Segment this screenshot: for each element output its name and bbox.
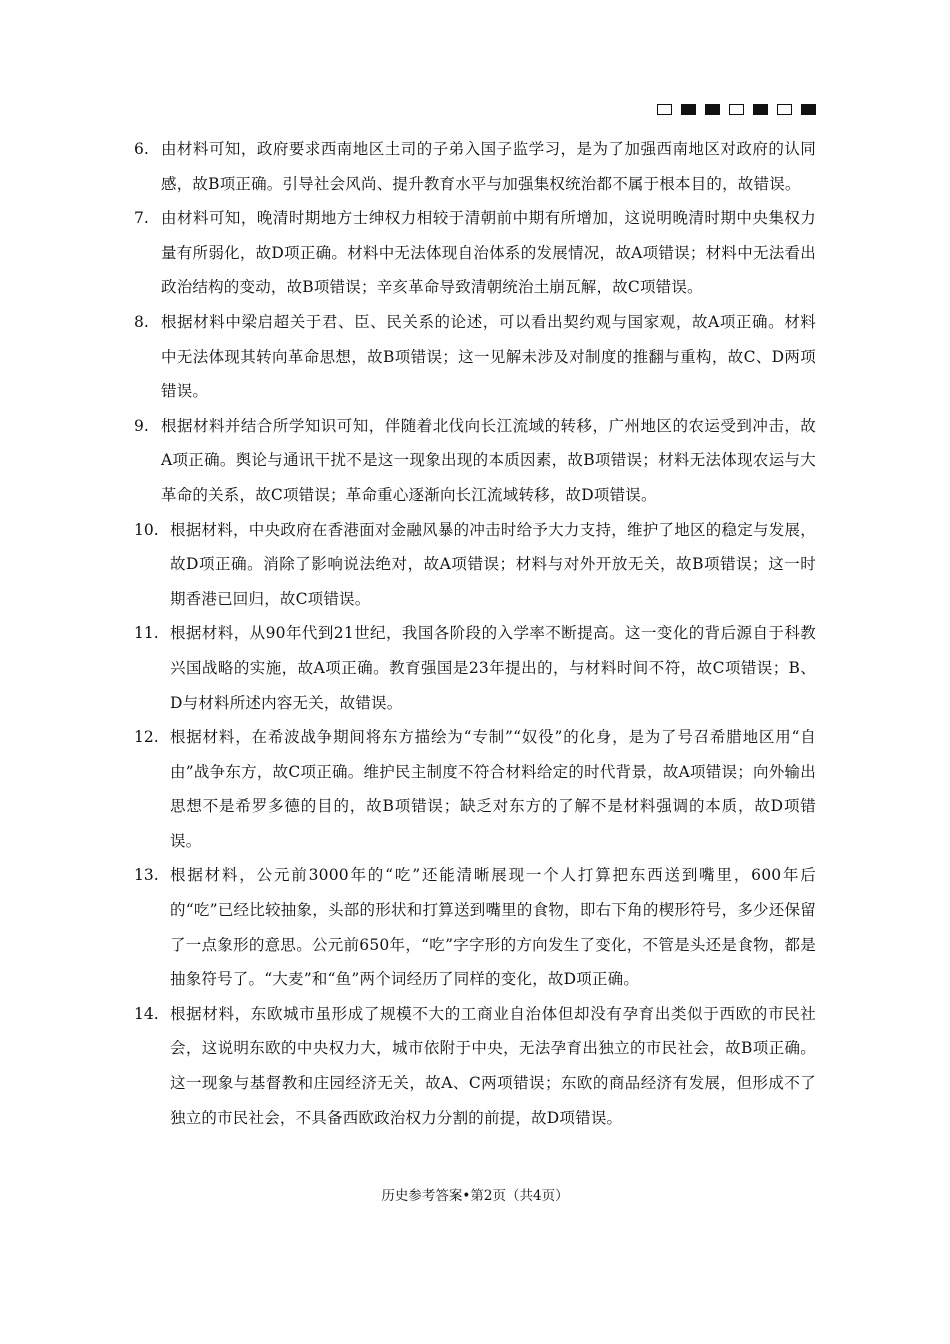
header-marker-4 <box>729 104 744 115</box>
answer-text: 由材料可知，政府要求西南地区土司的子弟入国子监学习，是为了加强西南地区对政府的认同感，故B项正确。引导社会风尚、提升教育水平与加强集权统治都不属于根本目的，故错误。 <box>161 140 816 193</box>
answer-item-12 <box>134 720 816 858</box>
header-marker-6 <box>777 104 792 115</box>
answer-text: 根据材料，东欧城市虽形成了规模不大的工商业自治体但却没有孕育出类似于西欧的市民社会，这说明东欧的中央权力大，城市依附于中央，无法孕育出独立的市民社会，故B项正确。这一现象与基督教和庄园经济无关，故A、C两项错误；东欧的商品经济有发展，但形成不了独立的市民社会，不具备西欧政治权力分割的前提，故D项错误。 <box>170 1004 816 1127</box>
page-footer: 历史参考答案•第2页（共4页） <box>381 1188 569 1204</box>
answer-number: 12. <box>134 728 159 747</box>
answer-number: 8. <box>134 312 149 331</box>
answer-item-11 <box>134 616 816 720</box>
answer-item-13 <box>134 858 816 996</box>
answer-item-6 <box>134 132 816 201</box>
header-marker-7 <box>801 104 816 115</box>
answer-number: 6. <box>134 140 149 158</box>
answer-text: 根据材料并结合所学知识可知，伴随着北伐向长江流域的转移，广州地区的农运受到冲击，故A项正确。舆论与通讯干扰不是这一现象出现的本质因素，故B项错误；材料无法体现农运与大革命的关系，故C项错误；革命重心逐渐向长江流域转移，故D项错误。 <box>161 416 816 504</box>
answer-text: 根据材料，从90年代到21世纪，我国各阶段的入学率不断提高。这一变化的背后源自于科教兴国战略的实施，故A项正确。教育强国是23年提出的，与材料时间不符，故C项错误；B、D与材料所述内容无关，故错误。 <box>170 624 816 712</box>
header-marker-row <box>657 104 816 115</box>
answer-item-7 <box>134 201 816 305</box>
answer-text: 根据材料，公元前3000年的“吃”还能清晰展现一个人打算把东西送到嘴里，600年后的“吃”已经比较抽象，头部的形状和打算送到嘴里的食物，即右下角的楔形符号，多少还保留了一点象形的意思。公元前650年，“吃”字字形的方向发生了变化，不管是头还是食物，都是抽象符号了。“大麦”和“鱼”两个词经历了同样的变化，故D项正确。 <box>170 866 816 989</box>
header-marker-2 <box>681 104 696 115</box>
header-marker-3 <box>705 104 720 115</box>
answer-text: 由材料可知，晚清时期地方士绅权力相较于清朝前中期有所增加，这说明晚清时期中央集权力量有所弱化，故D项正确。材料中无法体现自治体系的发展情况，故A项错误；材料中无法看出政治结构的变动，故B项错误；辛亥革命导致清朝统治土崩瓦解，故C项错误。 <box>161 209 816 297</box>
answer-number: 13. <box>134 866 159 885</box>
answer-number: 14. <box>134 1004 159 1023</box>
answer-number: 11. <box>134 624 159 643</box>
answer-number: 7. <box>134 209 149 228</box>
answer-item-14 <box>134 997 816 1135</box>
answer-item-9 <box>134 409 816 513</box>
header-marker-1 <box>657 104 672 115</box>
answer-list <box>134 132 816 1135</box>
answer-number: 9. <box>134 416 149 435</box>
answer-text: 根据材料，在希波战争期间将东方描绘为“专制”“奴役”的化身，是为了号召希腊地区用“自由”战争东方，故C项正确。维护民主制度不符合材料给定的时代背景，故A项错误；向外输出思想不是希罗多德的目的，故B项错误；缺乏对东方的了解不是材料强调的本质，故D项错误。 <box>170 728 816 850</box>
answer-item-8 <box>134 305 816 409</box>
answer-text: 根据材料，中央政府在香港面对金融风暴的冲击时给予大力支持，维护了地区的稳定与发展，故D项正确。消除了影响说法绝对，故A项错误；材料与对外开放无关，故B项错误；这一时期香港已回归，故C项错误。 <box>170 520 816 608</box>
answer-item-10 <box>134 513 816 617</box>
header-marker-5 <box>753 104 768 115</box>
answer-number: 10. <box>134 520 159 539</box>
answer-text: 根据材料中梁启超关于君、臣、民关系的论述，可以看出契约观与国家观，故A项正确。材料中无法体现其转向革命思想，故B项错误；这一见解未涉及对制度的推翻与重构，故C、D两项错误。 <box>161 312 816 401</box>
